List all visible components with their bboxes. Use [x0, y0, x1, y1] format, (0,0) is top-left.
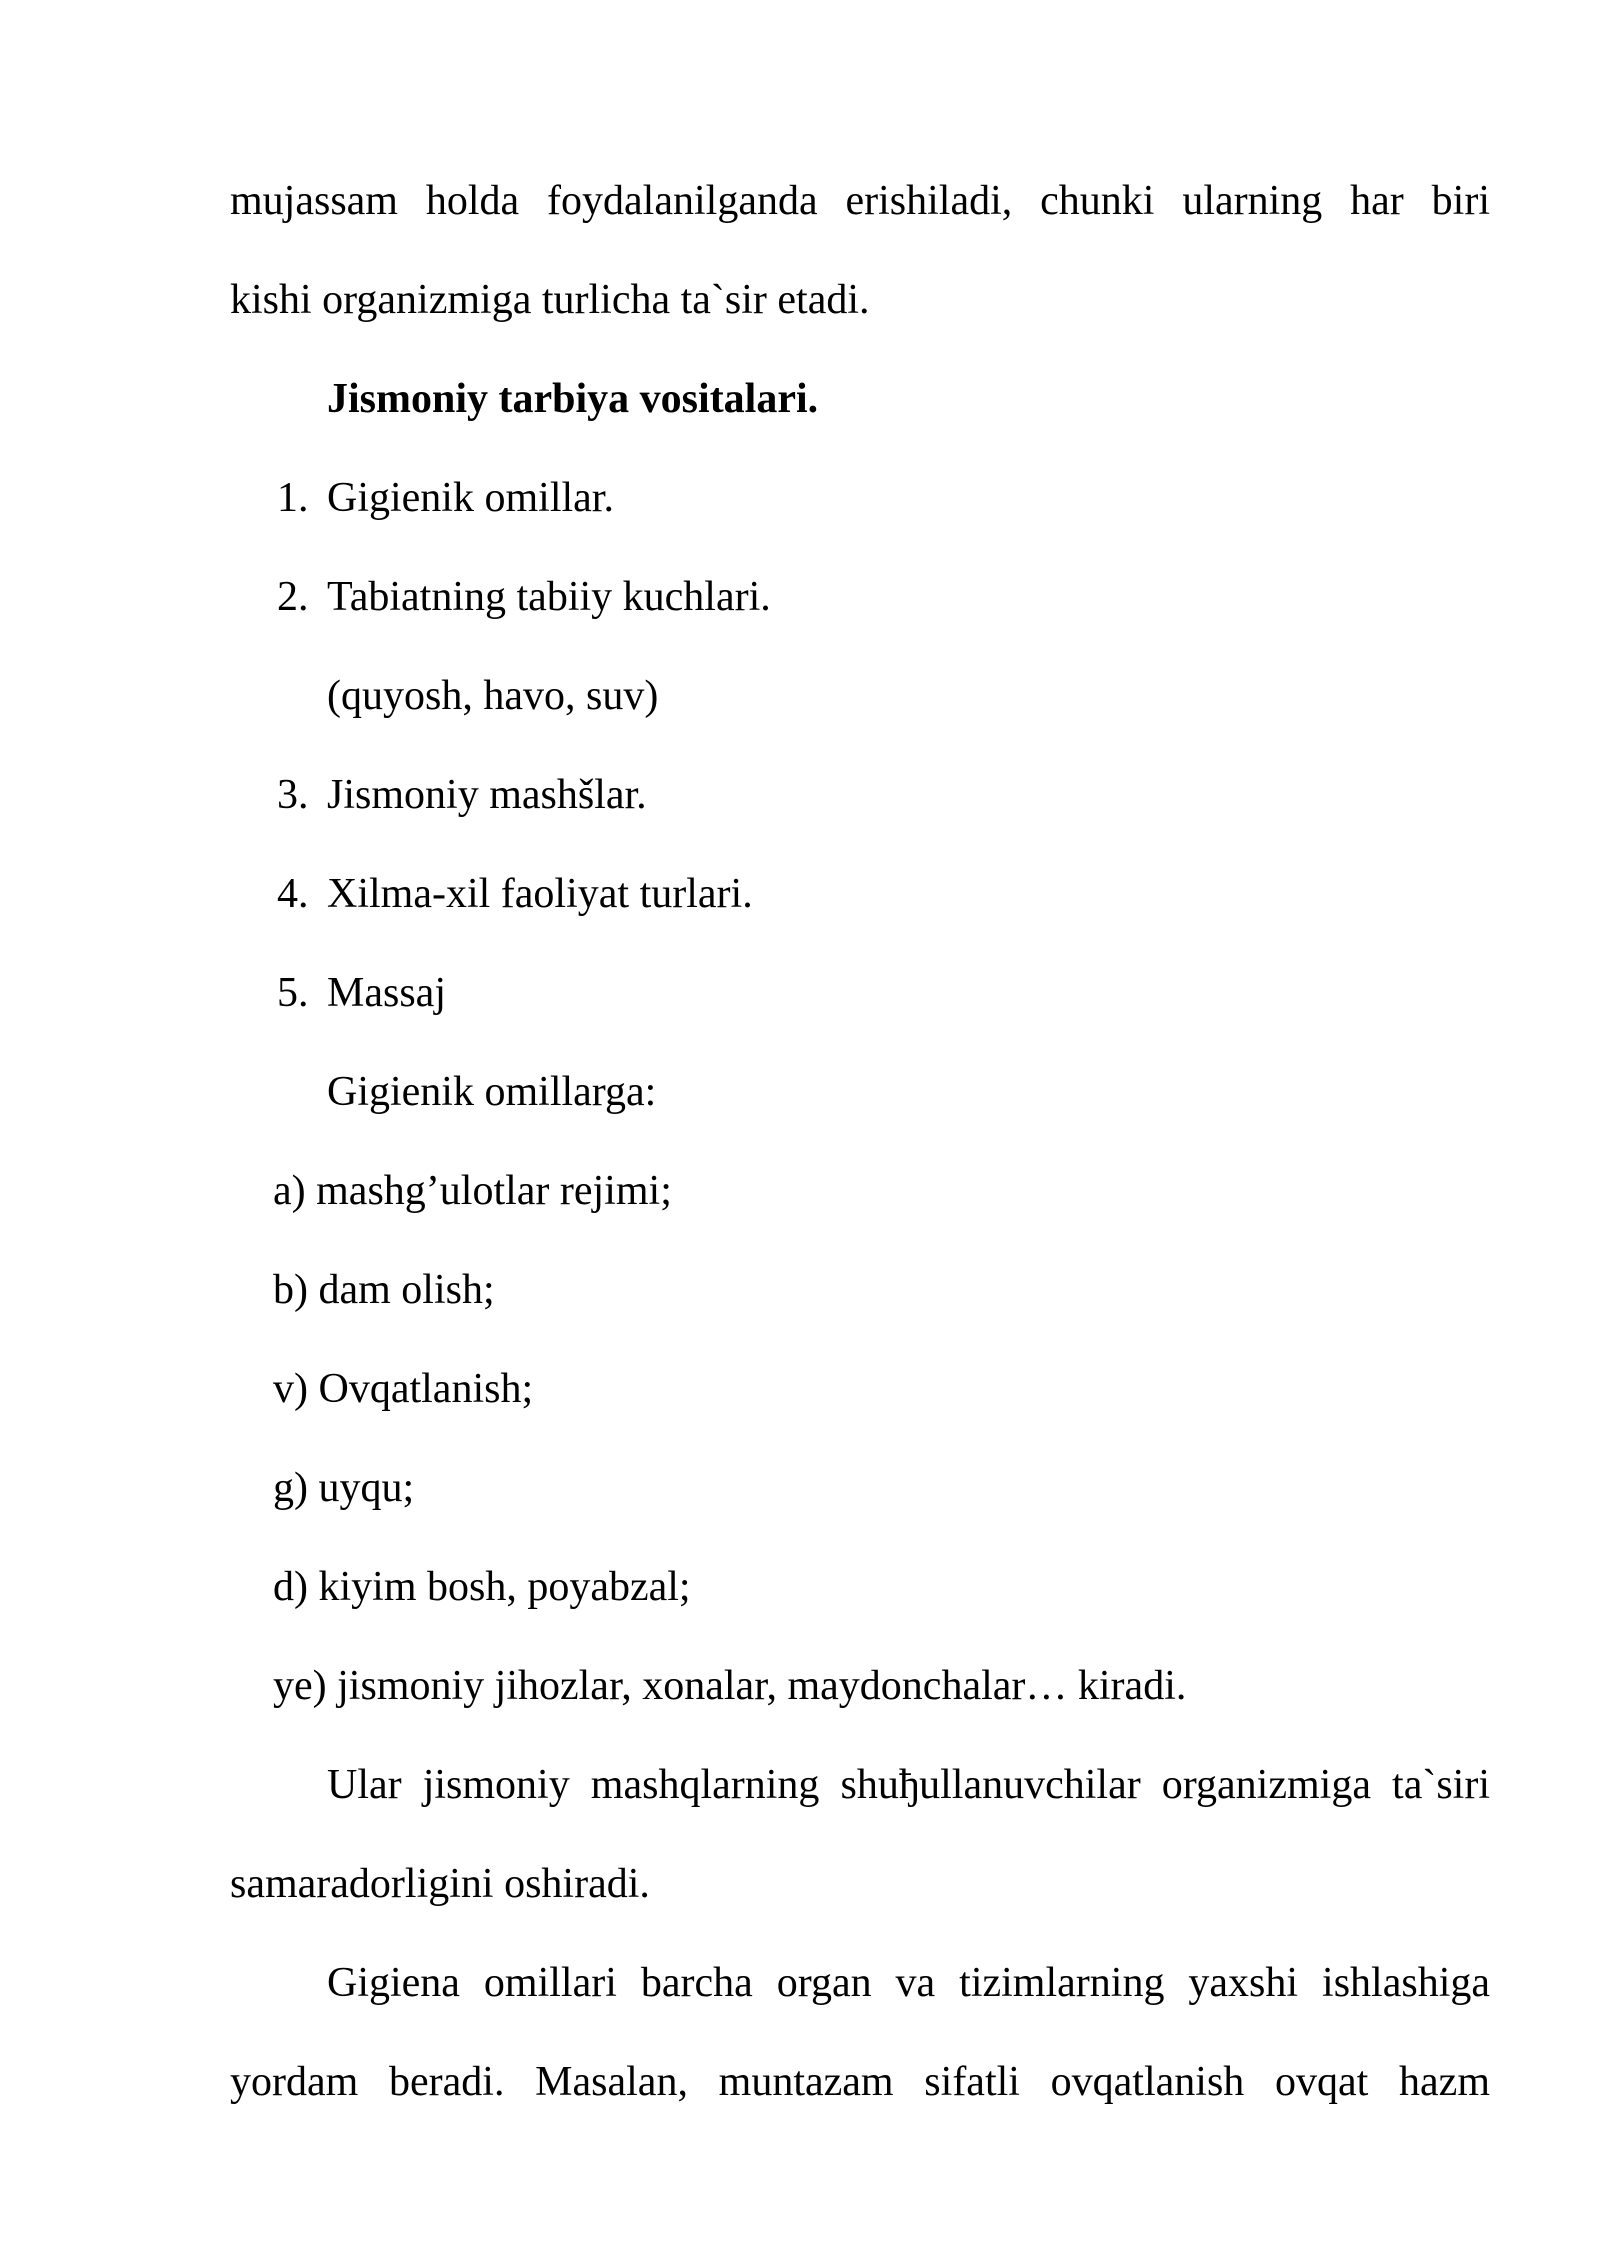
lettered-item-a: a) mashg’ulotlar rejimi;: [273, 1168, 672, 1214]
paragraph-3-line-1: Gigiena omillari barcha organ va tizimlarning yaxshi ishlashiga: [327, 1960, 1490, 2006]
list-item-2-note: [230, 647, 1490, 746]
list-item-5: [230, 944, 1490, 1043]
list-item-text: Tabiatning tabiiy kuchlari.: [327, 574, 771, 620]
list-item-number: 3.: [277, 772, 309, 818]
paragraph-2-line-1: Ular jismoniy mashqlarning shuђullanuvchilar organizmiga ta`siri: [327, 1762, 1490, 1808]
list-item-2: [230, 548, 1490, 647]
lettered-item-d: d) kiyim bosh, poyabzal;: [273, 1564, 691, 1610]
list-item-3: [230, 746, 1490, 845]
list-item-number: 5.: [277, 970, 309, 1016]
lettered-item-v: v) Ovqatlanish;: [273, 1366, 534, 1412]
list-item-text: Xilma-xil faoliyat turlari.: [327, 871, 753, 917]
list-item-1: [230, 449, 1490, 548]
list-item-number: 4.: [277, 871, 309, 917]
paragraph-1-line-1: mujassam holda foydalanilganda erishiladi, chunki ularning har biri: [230, 178, 1490, 224]
list-item-text: Gigienik omillar.: [327, 475, 614, 521]
lettered-item-g: g) uyqu;: [273, 1465, 415, 1511]
section-heading: Jismoniy tarbiya vositalari.: [327, 376, 819, 422]
lettered-item-b: b) dam olish;: [273, 1267, 495, 1313]
document-body: [230, 152, 1490, 2132]
list-item-number: 1.: [277, 475, 309, 521]
lettered-item-ye: ye) jismoniy jihozlar, xonalar, maydonchalar… kiradi.: [273, 1663, 1187, 1709]
subheading: Gigienik omillarga:: [327, 1069, 657, 1115]
paragraph-2-line-2: samaradorligini oshiradi.: [230, 1861, 650, 1907]
paragraph-3-line-2: yordam beradi. Masalan, muntazam sifatli ovqatlanish ovqat hazm: [230, 2059, 1490, 2105]
list-item-number: 2.: [277, 574, 309, 620]
list-item-text: (quyosh, havo, suv): [327, 673, 659, 719]
list-item-4: [230, 845, 1490, 944]
list-item-text: Jismoniy mashšlar.: [327, 772, 647, 818]
paragraph-1-line-2: kishi organizmiga turlicha ta`sir etadi.: [230, 277, 870, 323]
list-item-text: Massaj: [327, 970, 446, 1016]
